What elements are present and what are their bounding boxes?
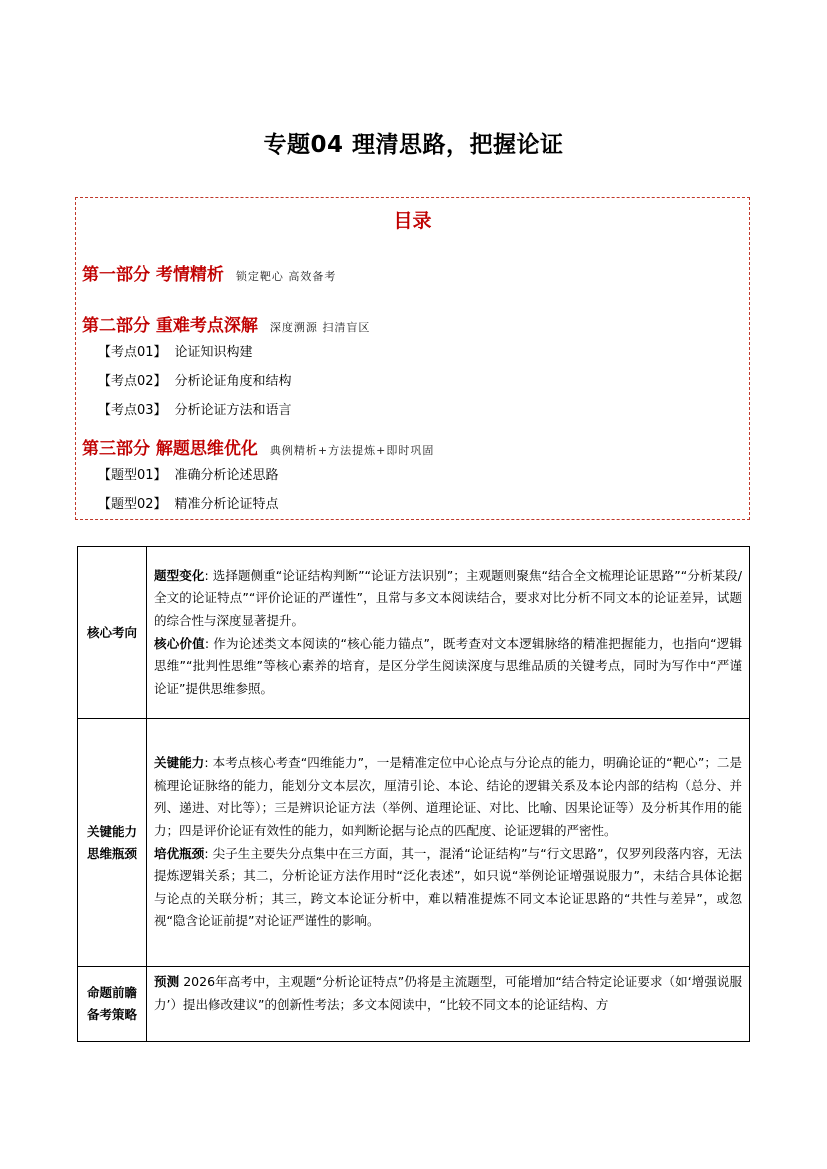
toc-item-label: 分析论证角度和结构: [174, 374, 292, 389]
row-content: [147, 547, 750, 719]
exam-analysis-table: [77, 546, 750, 1042]
paragraph-text: 尖子生主要失分点集中在三方面，其一，混淆“论证结构”与“行文思路”，仅罗列段落内容，无法提炼逻辑关系；其二，分析论证方法作用时“泛化表述”，如只说“举例论证增强说服力”，未结合具体论据与论点的关联分析；其三，跨文本论证分析中，难以精准提炼不同文本论证思路的“共性与差异”，或忽视“隐含论证前提”对论证严谨性的影响。: [154, 845, 742, 929]
paragraph-separator: :: [204, 635, 214, 651]
row-label-line: 备考策略: [86, 1007, 137, 1022]
paragraph-lead: 培优瓶颈: [154, 845, 205, 861]
paragraph-separator: :: [204, 845, 213, 861]
toc-part-1[interactable]: [82, 260, 336, 285]
row-label: [78, 967, 147, 1042]
paragraph: [154, 971, 742, 1016]
paragraph-separator: :: [204, 755, 213, 771]
row-content: [147, 967, 750, 1042]
paragraph-lead: 关键能力: [154, 755, 205, 771]
toc-item-tag: 【考点01】: [98, 345, 167, 360]
toc-item-kaodian-01[interactable]: [98, 341, 253, 360]
toc-part-3-title: 第三部分 解题思维优化: [82, 439, 258, 459]
row-label-line: 命题前瞻: [86, 985, 137, 1000]
paragraph-lead: 核心价值: [154, 635, 205, 651]
paragraph-separator: :: [204, 567, 213, 583]
paragraph: [154, 843, 742, 933]
toc-item-tixing-01[interactable]: [98, 464, 279, 483]
toc-item-label: 分析论证方法和语言: [174, 403, 292, 418]
toc-item-kaodian-03[interactable]: [98, 399, 292, 418]
toc-part-2-title: 第二部分 重难考点深解: [82, 316, 258, 336]
toc-item-label: 准确分析论述思路: [174, 468, 279, 483]
table-row: [78, 967, 750, 1042]
paragraph: [154, 752, 742, 842]
row-content: [147, 719, 750, 967]
paragraph-text: 选择题侧重“论证结构判断”“论证方法识别”；主观题则聚焦“结合全文梳理论证思路”“分析某段/全文的论证特点”“评价论证的严谨性”，且常与多文本阅读结合，要求对比分析不同文本的论证差异，试题的综合性与深度显著提升。: [154, 567, 742, 628]
row-label: [78, 719, 147, 967]
row-label-line: 思维瓶颈: [86, 845, 137, 861]
toc-part-3[interactable]: [82, 434, 434, 459]
toc-part-2[interactable]: [82, 311, 370, 336]
toc-item-tag: 【考点03】: [98, 403, 167, 418]
toc-item-tag: 【题型02】: [98, 497, 167, 512]
toc-item-tag: 【题型01】: [98, 468, 167, 483]
paragraph: [154, 633, 742, 701]
toc-item-tag: 【考点02】: [98, 374, 167, 389]
toc-heading: 目录: [393, 210, 432, 232]
page-title: 专题04 理清思路，把握论证: [263, 132, 564, 158]
table-row: [78, 719, 750, 967]
paragraph-lead: 题型变化: [154, 567, 205, 583]
toc-part-1-subtitle: 锁定靶心 高效备考: [235, 270, 337, 283]
row-label: 核心考向: [78, 547, 147, 719]
paragraph-text: 本考点核心考查“四维能力”，一是精准定位中心论点与分论点的能力，明确论证的“靶心”；二是梳理论证脉络的能力，能划分文本层次，厘清引论、本论、结论的逻辑关系及本论内部的结构（总分、并列、递进、对比等）；三是辨识论证方法（举例、道理论证、对比、比喻、因果论证等）及分析其作用的能力；四是评价论证有效性的能力，如判断论据与论点的匹配度、论证逻辑的严密性。: [154, 755, 743, 838]
table-of-contents: [75, 197, 750, 520]
paragraph: [154, 565, 742, 633]
toc-part-3-subtitle: 典例精析+方法提炼+即时巩固: [269, 444, 435, 457]
toc-part-1-title: 第一部分 考情精析: [82, 265, 224, 285]
table-row: [78, 547, 750, 719]
toc-item-kaodian-02[interactable]: [98, 370, 292, 389]
toc-item-label: 论证知识构建: [174, 345, 253, 360]
toc-part-2-subtitle: 深度溯源 扫清盲区: [269, 321, 371, 334]
row-label-line: 关键能力: [86, 823, 137, 839]
toc-item-tixing-02[interactable]: [98, 493, 279, 512]
paragraph-text: 作为论述类文本阅读的“核心能力锚点”，既考查对文本逻辑脉络的精准把握能力，也指向“逻辑思维”“批判性思维”等核心素养的培育，是区分学生阅读深度与思维品质的关键考点，同时为写作中“严谨论证”提供思维参照。: [154, 635, 742, 696]
paragraph-text: 2026年高考中，主观题“分析论证特点”仍将是主流题型，可能增加“结合特定论证要求（如‘增强说服力’）提出修改建议”的创新性考法；多文本阅读中，“比较不同文本的论证结构、方: [154, 974, 742, 1012]
toc-item-label: 精准分析论证特点: [174, 497, 279, 512]
paragraph-lead: 预测: [154, 974, 180, 989]
